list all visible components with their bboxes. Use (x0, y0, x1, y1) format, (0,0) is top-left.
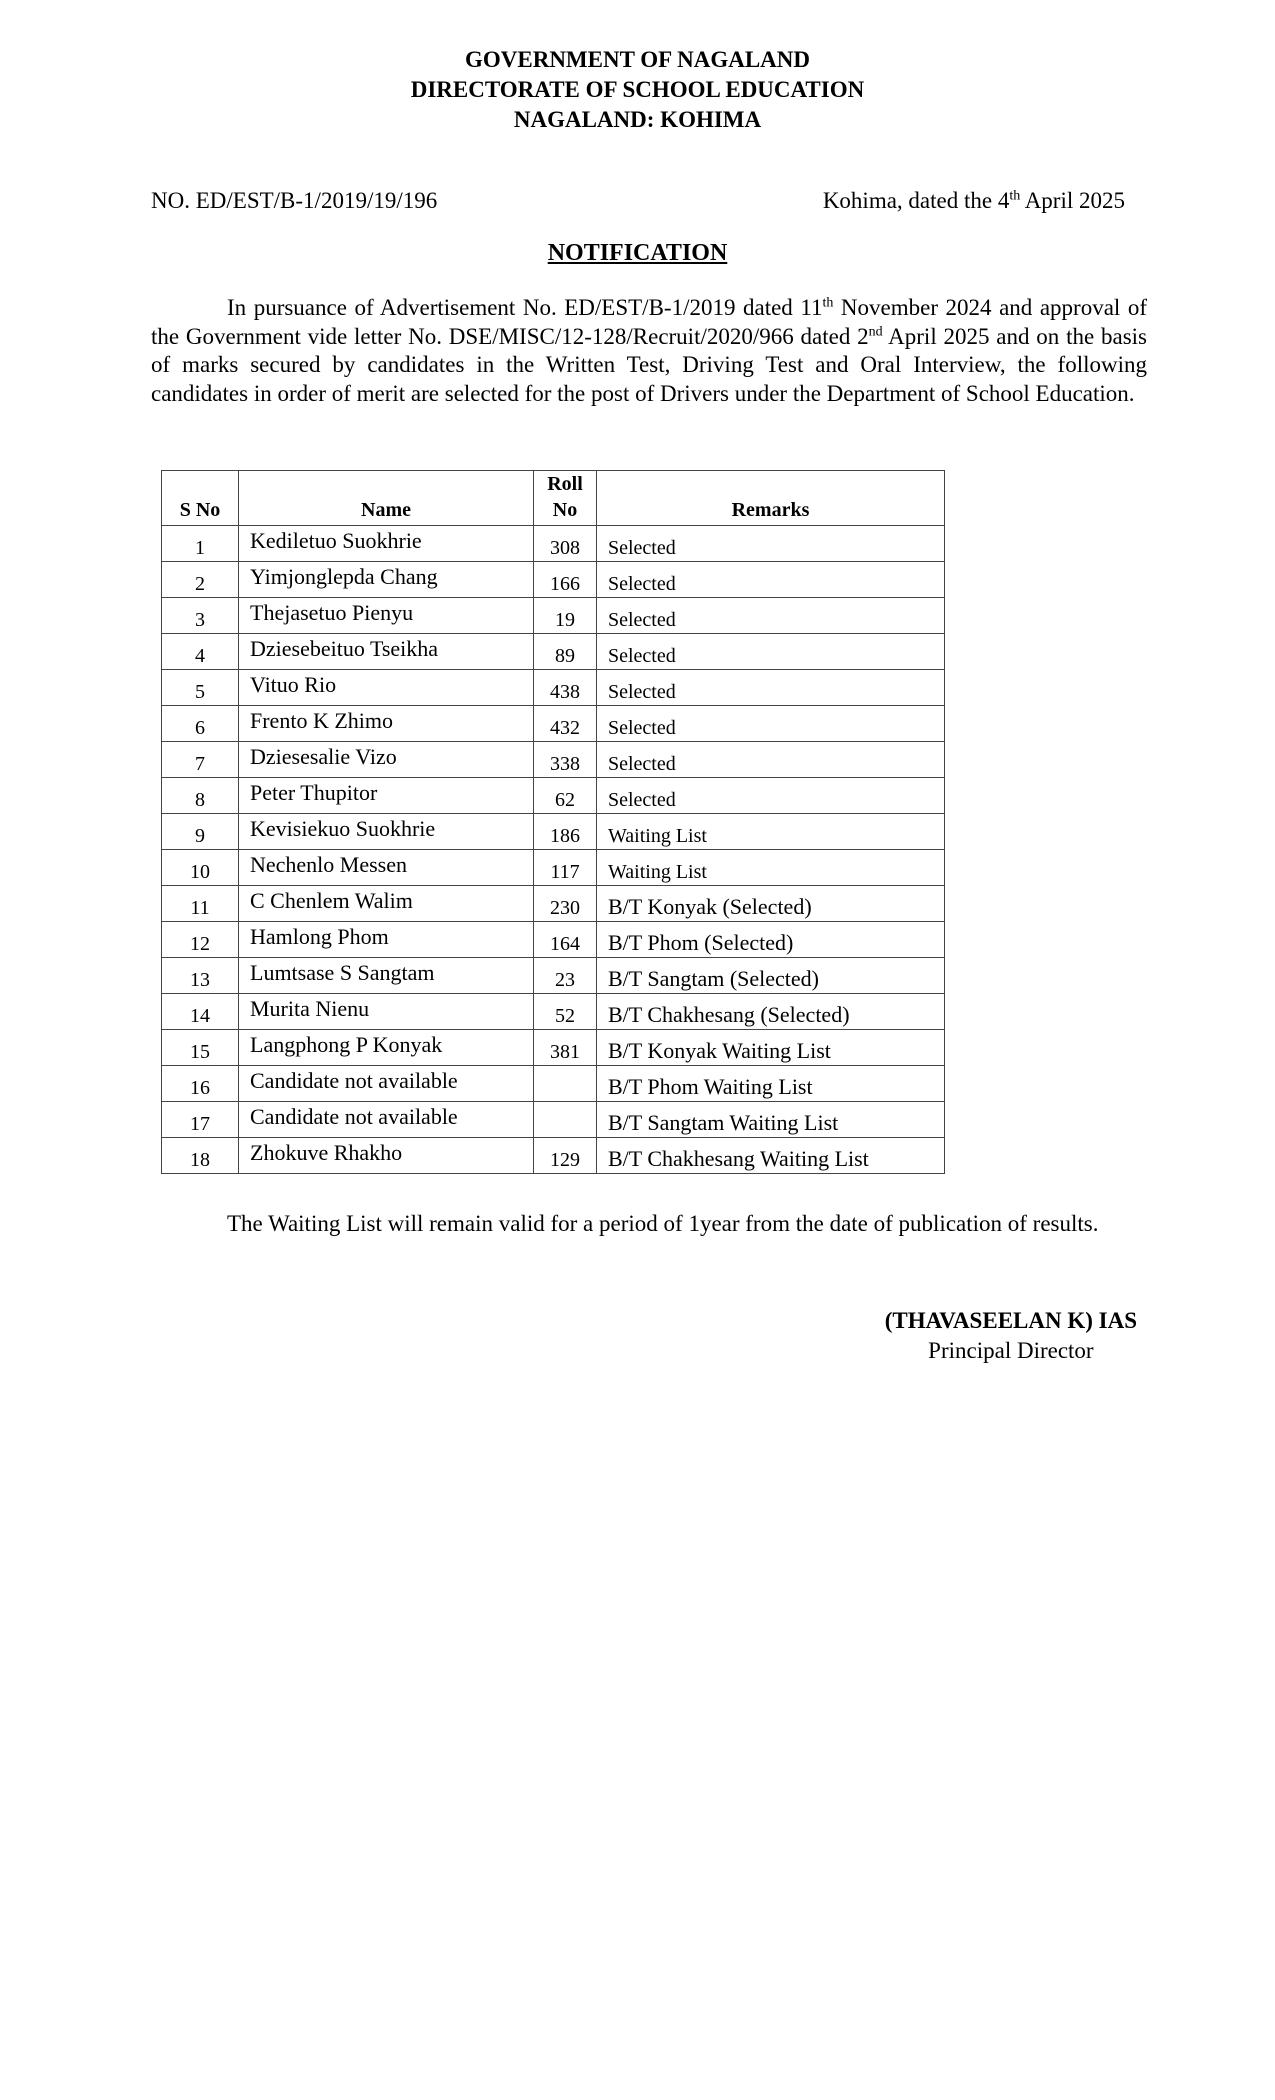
cell-sno: 13 (162, 958, 239, 994)
cell-remarks: B/T Chakhesang (Selected) (597, 994, 945, 1030)
cell-name: Vituo Rio (239, 670, 534, 706)
cell-remarks: Selected (597, 526, 945, 562)
table-row (162, 1138, 945, 1174)
cell-sno: 12 (162, 922, 239, 958)
cell-roll-no: 129 (534, 1138, 597, 1174)
cell-remarks: Selected (597, 562, 945, 598)
cell-remarks: Selected (597, 742, 945, 778)
table-row (162, 742, 945, 778)
body-sup-2: nd (868, 323, 883, 339)
cell-remarks: B/T Konyak Waiting List (597, 1030, 945, 1066)
table-row (162, 634, 945, 670)
cell-name: Kediletuo Suokhrie (239, 526, 534, 562)
letterhead (0, 45, 1275, 135)
cell-sno: 1 (162, 526, 239, 562)
cell-name: Dziesebeituo Tseikha (239, 634, 534, 670)
cell-name: C Chenlem Walim (239, 886, 534, 922)
cell-roll-no: 62 (534, 778, 597, 814)
cell-roll-no: 19 (534, 598, 597, 634)
cell-remarks: B/T Phom (Selected) (597, 922, 945, 958)
cell-name: Yimjonglepda Chang (239, 562, 534, 598)
cell-name: Dziesesalie Vizo (239, 742, 534, 778)
cell-roll-no (534, 1066, 597, 1102)
cell-sno: 8 (162, 778, 239, 814)
body-part-3: April 2025 and on the basis of marks secured by candidates in the Written Test, Driving Test and Oral Interview, the following candidates in order of merit are selected for the post of Drivers under the Department of School Education. (151, 323, 1147, 406)
cell-remarks: B/T Phom Waiting List (597, 1066, 945, 1102)
cell-remarks: Selected (597, 778, 945, 814)
cell-roll-no: 23 (534, 958, 597, 994)
cell-sno: 2 (162, 562, 239, 598)
header-roll-no-label (547, 473, 583, 521)
cell-name: Candidate not available (239, 1066, 534, 1102)
signatory-designation: Principal Director (928, 1338, 1094, 1363)
signature-block (885, 1306, 1137, 1366)
cell-roll-no: 52 (534, 994, 597, 1030)
header-remarks: Remarks (597, 471, 945, 526)
cell-remarks: Selected (597, 706, 945, 742)
table-row (162, 814, 945, 850)
cell-name: Langphong P Konyak (239, 1030, 534, 1066)
cell-sno: 11 (162, 886, 239, 922)
cell-remarks: Selected (597, 598, 945, 634)
merit-list-table (161, 470, 945, 1174)
reference-number: NO. ED/EST/B-1/2019/19/196 (151, 188, 438, 213)
table-row (162, 778, 945, 814)
cell-remarks: B/T Sangtam Waiting List (597, 1102, 945, 1138)
header-roll-no-word: No (552, 499, 578, 521)
cell-remarks: Waiting List (597, 850, 945, 886)
cell-sno: 15 (162, 1030, 239, 1066)
issue-date-month-year: April 2025 (1020, 188, 1125, 213)
cell-sno: 18 (162, 1138, 239, 1174)
cell-remarks: Waiting List (597, 814, 945, 850)
cell-sno: 9 (162, 814, 239, 850)
cell-name: Frento K Zhimo (239, 706, 534, 742)
table-row (162, 706, 945, 742)
cell-name: Kevisiekuo Suokhrie (239, 814, 534, 850)
cell-name: Lumtsase S Sangtam (239, 958, 534, 994)
table-body (162, 526, 945, 1174)
cell-remarks: Selected (597, 634, 945, 670)
table-row (162, 1066, 945, 1102)
cell-name: Murita Nienu (239, 994, 534, 1030)
header-roll-no-word: Roll (547, 473, 583, 495)
cell-roll-no: 438 (534, 670, 597, 706)
table-row (162, 1030, 945, 1066)
cell-roll-no: 164 (534, 922, 597, 958)
body-part-2: November 2024 and approval of the Government vide letter No. DSE/MISC/12-128/Recruit/2020/966 dated 2 (151, 295, 1147, 349)
cell-name: Zhokuve Rhakho (239, 1138, 534, 1174)
cell-sno: 16 (162, 1066, 239, 1102)
table-row (162, 850, 945, 886)
table-header-row (162, 471, 945, 526)
cell-sno: 17 (162, 1102, 239, 1138)
cell-roll-no (534, 1102, 597, 1138)
cell-remarks: Selected (597, 670, 945, 706)
cell-roll-no: 89 (534, 634, 597, 670)
cell-name: Peter Thupitor (239, 778, 534, 814)
cell-sno: 14 (162, 994, 239, 1030)
cell-name: Thejasetuo Pienyu (239, 598, 534, 634)
cell-roll-no: 166 (534, 562, 597, 598)
cell-roll-no: 117 (534, 850, 597, 886)
cell-roll-no: 432 (534, 706, 597, 742)
letterhead-line-1: GOVERNMENT OF NAGALAND (464, 47, 810, 72)
cell-name: Hamlong Phom (239, 922, 534, 958)
issue-date (823, 186, 1125, 216)
header-sno: S No (162, 471, 239, 526)
cell-roll-no: 381 (534, 1030, 597, 1066)
cell-sno: 6 (162, 706, 239, 742)
notification-title: NOTIFICATION (547, 240, 728, 266)
issue-date-prefix: Kohima, dated the 4 (822, 188, 1010, 213)
body-part-1: In pursuance of Advertisement No. ED/EST/B-1/2019 dated 11 (227, 295, 823, 320)
cell-sno: 3 (162, 598, 239, 634)
cell-roll-no: 186 (534, 814, 597, 850)
table-row (162, 994, 945, 1030)
table-row (162, 1102, 945, 1138)
issue-date-suffix-sup: th (1009, 188, 1021, 204)
table-row (162, 598, 945, 634)
header-roll-no (534, 471, 597, 526)
table-row (162, 886, 945, 922)
cell-sno: 10 (162, 850, 239, 886)
cell-sno: 4 (162, 634, 239, 670)
cell-roll-no: 308 (534, 526, 597, 562)
letterhead-line-3: NAGALAND: KOHIMA (513, 107, 762, 132)
header-name: Name (239, 471, 534, 526)
body-sup-1: th (822, 295, 834, 311)
cell-roll-no: 230 (534, 886, 597, 922)
cell-remarks: B/T Sangtam (Selected) (597, 958, 945, 994)
cell-remarks: B/T Konyak (Selected) (597, 886, 945, 922)
signatory-name: (THAVASEELAN K) IAS (884, 1308, 1137, 1333)
cell-remarks: B/T Chakhesang Waiting List (597, 1138, 945, 1174)
waiting-list-validity-note: The Waiting List will remain valid for a period of 1year from the date of publication of results. (227, 1211, 1099, 1236)
table-row (162, 670, 945, 706)
cell-roll-no: 338 (534, 742, 597, 778)
table-row (162, 562, 945, 598)
cell-name: Candidate not available (239, 1102, 534, 1138)
cell-sno: 5 (162, 670, 239, 706)
letterhead-line-2: DIRECTORATE OF SCHOOL EDUCATION (410, 77, 865, 102)
notification-body (151, 294, 1147, 408)
table-row (162, 922, 945, 958)
cell-sno: 7 (162, 742, 239, 778)
table-row (162, 526, 945, 562)
cell-name: Nechenlo Messen (239, 850, 534, 886)
table-row (162, 958, 945, 994)
